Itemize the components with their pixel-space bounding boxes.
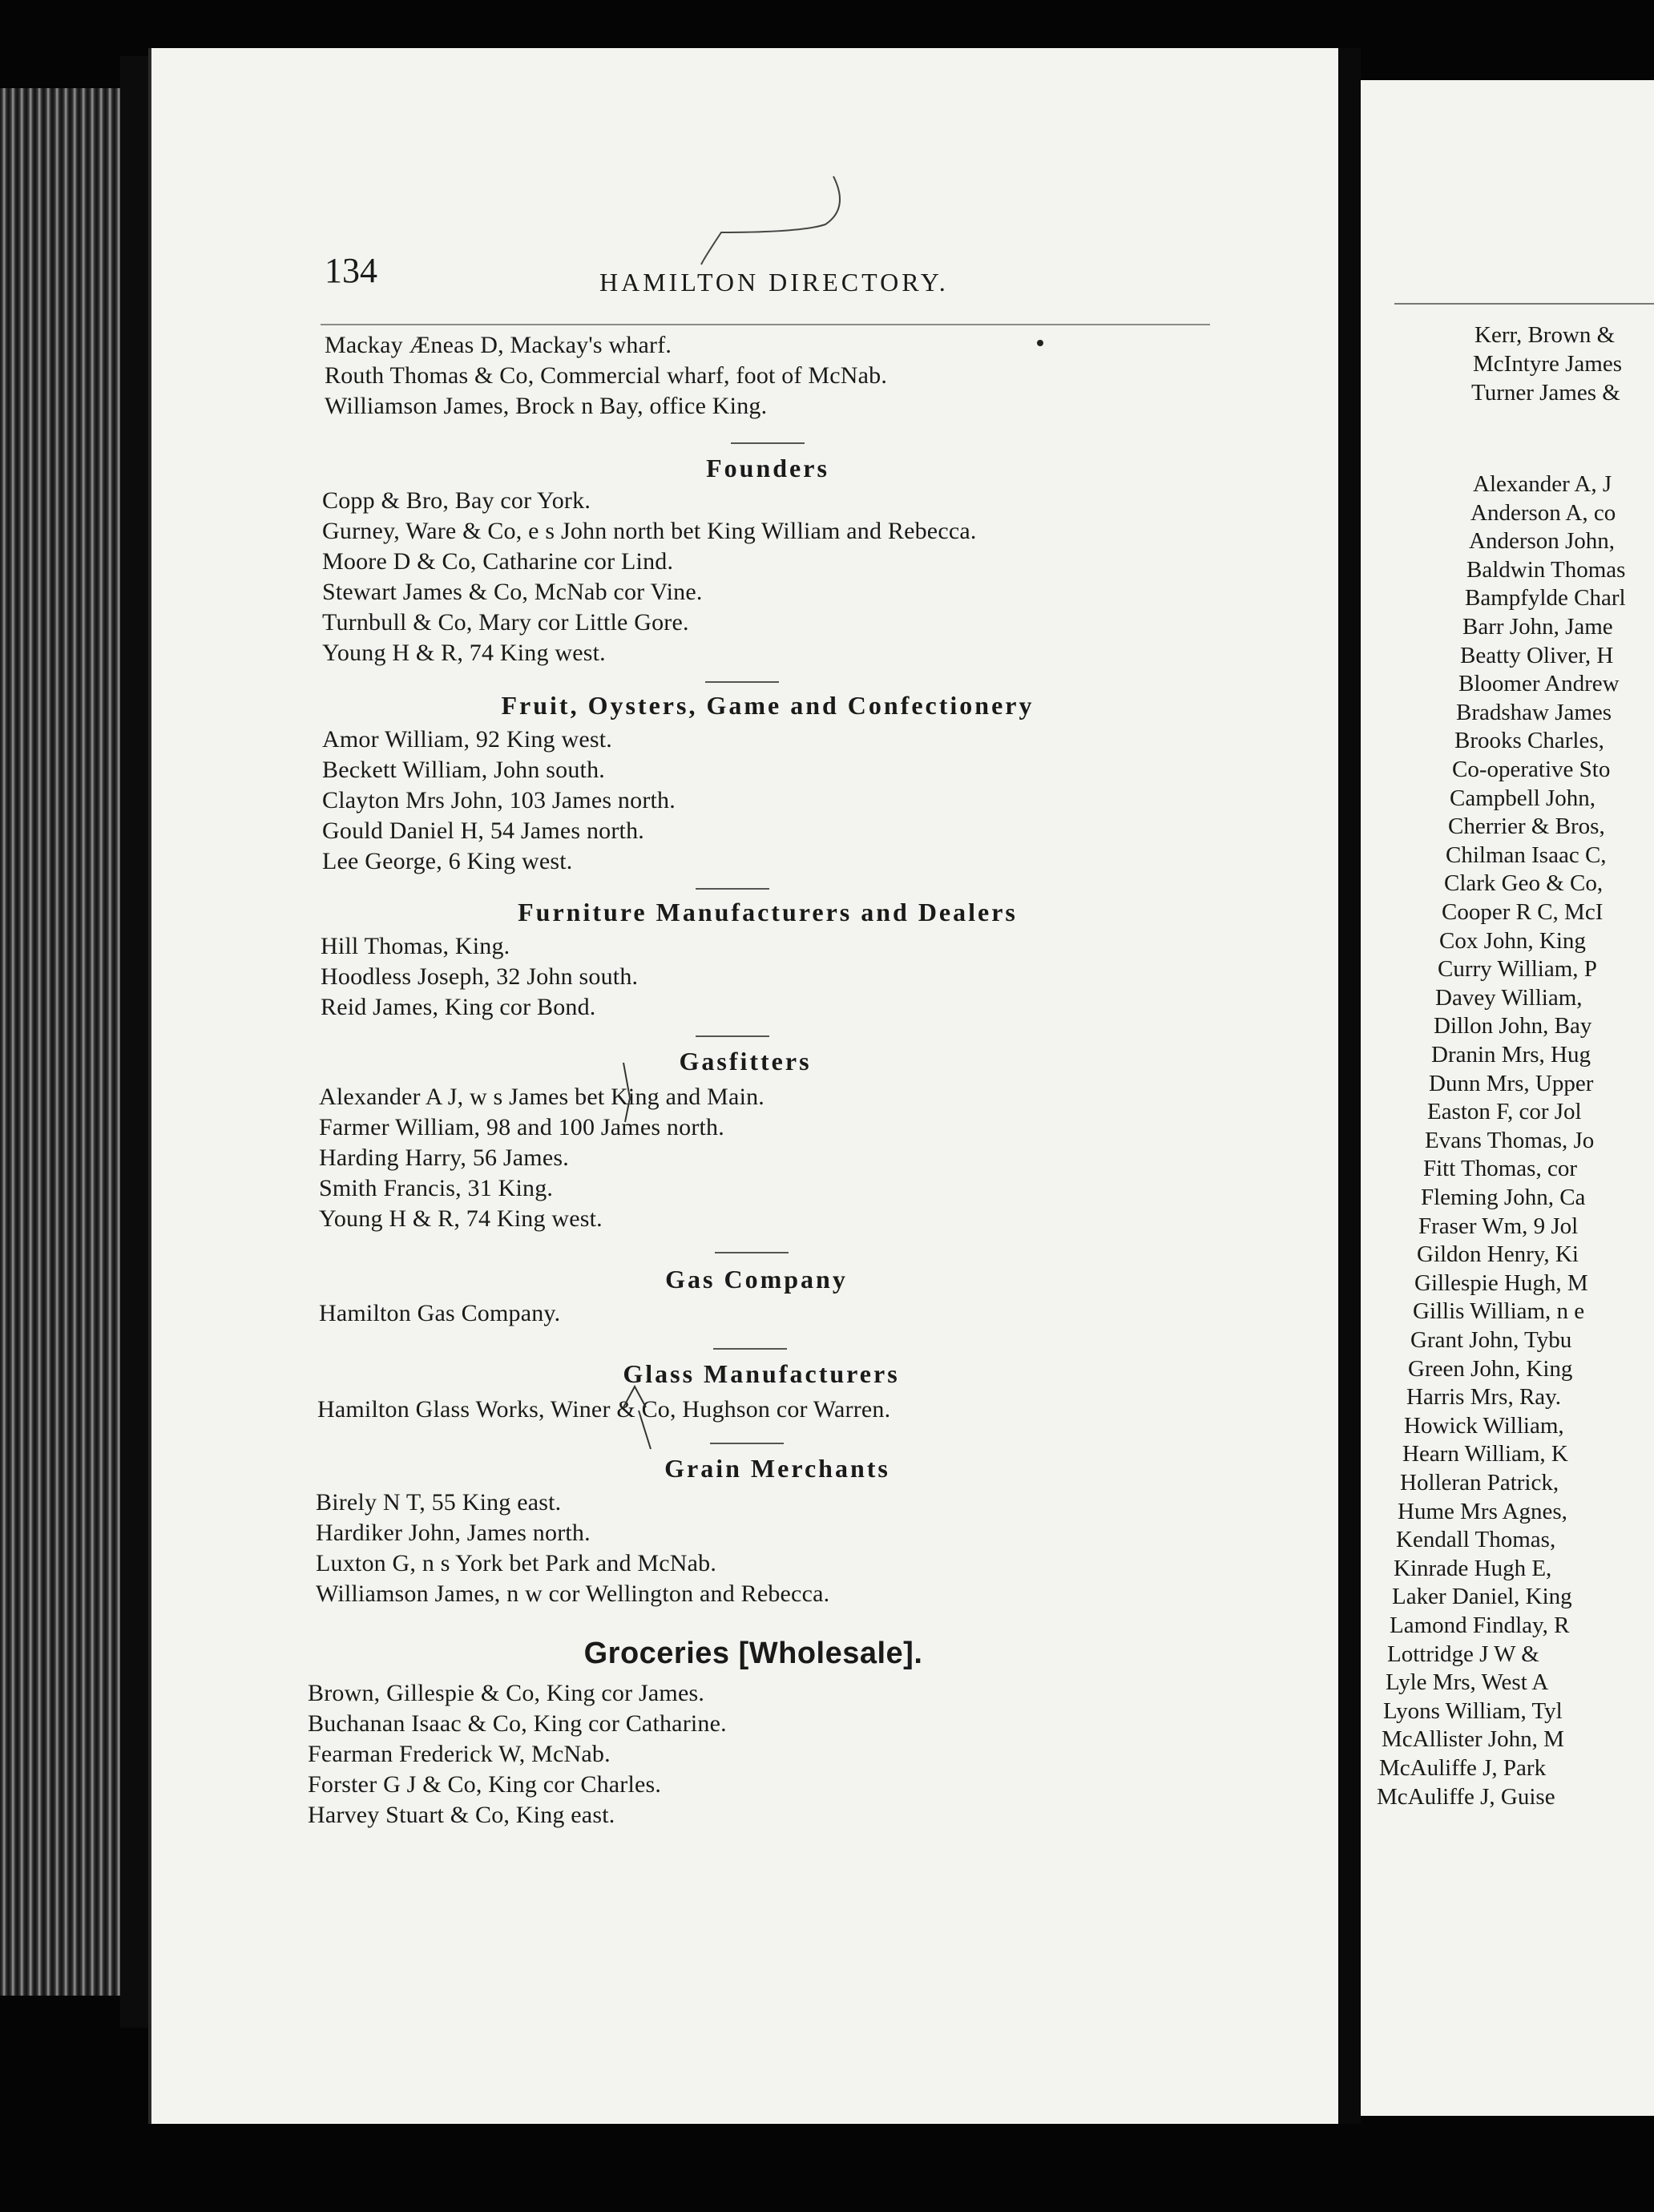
section-heading-gas-company: Gas Company [665,1265,848,1294]
right-entry: Lyle Mrs, West A [1386,1669,1549,1696]
directory-entry: Gurney, Ware & Co, e s John north bet King William and Rebecca. [322,518,977,544]
right-entry: Brooks Charles, [1454,728,1604,754]
directory-entry: Gould Daniel H, 54 James north. [322,817,644,844]
right-entry: McAuliffe J, Guise [1377,1783,1555,1810]
page-gutter [1338,48,1361,2124]
directory-entry: Harding Harry, 56 James. [319,1144,569,1171]
right-entry: Lottridge J W & [1387,1641,1539,1667]
right-entry: Harris Mrs, Ray. [1406,1384,1562,1411]
right-entry: Kendall Thomas, [1396,1527,1556,1553]
right-entry: Fitt Thomas, cor [1423,1156,1577,1182]
right-entry: Lyons William, Tyl [1383,1697,1563,1724]
directory-entry: Moore D & Co, Catharine cor Lind. [322,548,674,575]
right-entry: Beatty Oliver, H [1460,642,1614,668]
directory-entry: Fearman Frederick W, McNab. [308,1741,611,1767]
right-entry: Cox John, King [1439,927,1586,954]
right-entry: Co-operative Sto [1452,757,1611,782]
right-entry: Gillis William, n e [1413,1298,1585,1325]
right-entry: Chilman Isaac C, [1446,842,1607,868]
pencil-marks [240,160,962,1523]
right-entry: Anderson A, co [1470,499,1616,526]
right-entry: Hearn William, K [1402,1441,1568,1467]
directory-entry: Alexander A J, w s James bet King and Main. [319,1084,765,1110]
right-entry: Kerr, Brown & [1474,322,1616,348]
right-entry: Grant John, Tybu [1410,1327,1572,1353]
right-entry: Clark Geo & Co, [1444,870,1604,897]
right-entry: Cooper R C, McI [1442,899,1604,925]
directory-entry: Williamson James, Brock n Bay, office King. [325,393,768,419]
directory-entry: Routh Thomas & Co, Commercial wharf, foot of McNab. [325,362,888,389]
right-entry: Barr John, Jame [1462,614,1613,640]
directory-entry: Hardiker John, James north. [316,1520,591,1546]
right-entry: Alexander A, J [1473,471,1612,497]
directory-entry: Farmer William, 98 and 100 James north. [319,1114,724,1140]
right-entry: Evans Thomas, Jo [1425,1127,1595,1153]
directory-entry: Brown, Gillespie & Co, King cor James. [308,1680,705,1706]
directory-entry: Hamilton Glass Works, Winer & Co, Hughson cor Warren. [317,1396,891,1423]
right-page [1361,80,1654,2116]
right-entry: Laker Daniel, King [1392,1584,1572,1610]
right-header-rule [1394,303,1654,305]
running-title: HAMILTON DIRECTORY. [599,268,949,297]
directory-entry: Copp & Bro, Bay cor York. [322,487,591,514]
right-entry: Davey William, [1435,984,1583,1011]
right-entry: Anderson John, [1469,528,1616,555]
right-entry: Gildon Henry, Ki [1417,1241,1579,1268]
right-entry: Kinrade Hugh E, [1394,1555,1552,1581]
right-entry: McAuliffe J, Park [1379,1755,1547,1781]
right-entry: Curry William, P [1438,956,1597,983]
right-entry: Dunn Mrs, Upper [1429,1070,1594,1096]
right-entry: Dranin Mrs, Hug [1431,1042,1591,1068]
directory-entry: Buchanan Isaac & Co, King cor Catharine. [308,1710,727,1737]
section-heading-grain: Grain Merchants [664,1454,890,1483]
right-entry: Howick William, [1404,1412,1564,1439]
directory-entry: Smith Francis, 31 King. [319,1175,554,1201]
right-entry: Fraser Wm, 9 Jol [1418,1213,1579,1239]
right-entry: Lamond Findlay, R [1390,1613,1570,1638]
page-number: 134 [325,251,377,290]
directory-entry: Hoodless Joseph, 32 John south. [321,963,639,990]
ink-dot [1037,340,1043,346]
right-entry: Cherrier & Bros, [1448,813,1605,840]
directory-entry: Hill Thomas, King. [321,933,510,959]
section-heading-glass: Glass Manufacturers [623,1359,900,1388]
directory-entry: Beckett William, John south. [322,757,605,783]
directory-entry: Turnbull & Co, Mary cor Little Gore. [322,609,689,636]
right-entry: Holleran Patrick, [1400,1470,1559,1496]
directory-entry: Amor William, 92 King west. [322,726,612,753]
directory-entry: Stewart James & Co, McNab cor Vine. [322,579,703,605]
directory-entry: Luxton G, n s York bet Park and McNab. [316,1550,717,1576]
right-entry: Hume Mrs Agnes, [1398,1498,1567,1524]
directory-entry: Harvey Stuart & Co, King east. [308,1802,615,1828]
right-entry: Turner James & [1471,380,1620,406]
directory-entry: Birely N T, 55 King east. [316,1489,562,1516]
section-heading-gasfitters: Gasfitters [679,1047,812,1076]
directory-entry: Young H & R, 74 King west. [319,1205,603,1232]
spine-shadow [120,56,152,2028]
right-entry: McIntyre James [1473,351,1623,377]
right-entry: Bloomer Andrew [1458,671,1620,697]
section-heading-fruit-oysters: Fruit, Oysters, Game and Confectionery [501,691,1035,720]
directory-entry: Hamilton Gas Company. [319,1300,561,1326]
right-entry: McAllister John, M [1382,1726,1564,1753]
right-entry: Bradshaw James [1456,699,1612,725]
section-heading-groceries: Groceries [Wholesale]. [583,1637,923,1670]
right-entry: Bampfylde Charl [1465,585,1626,612]
section-heading-founders: Founders [706,454,829,482]
section-heading-furniture: Furniture Manufacturers and Dealers [518,898,1018,926]
right-entry: Fleming John, Ca [1421,1185,1586,1210]
right-entry: Baldwin Thomas [1466,556,1626,583]
directory-entry: Lee George, 6 King west. [322,848,573,874]
right-entry: Campbell John, [1450,785,1596,811]
directory-entry: Forster G J & Co, King cor Charles. [308,1771,662,1798]
directory-entry: Williamson James, n w cor Wellington and Rebecca. [316,1580,830,1607]
right-entry: Easton F, cor Jol [1427,1099,1582,1125]
directory-entry: Young H & R, 74 King west. [322,640,606,666]
directory-entry: Reid James, King cor Bond. [321,994,596,1020]
right-entry: Green John, King [1408,1355,1573,1382]
right-entry: Gillespie Hugh, M [1414,1269,1588,1296]
directory-entry: Clayton Mrs John, 103 James north. [322,787,676,813]
directory-entry: Mackay Æneas D, Mackay's wharf. [325,332,672,358]
right-entry: Dillon John, Bay [1434,1013,1592,1039]
